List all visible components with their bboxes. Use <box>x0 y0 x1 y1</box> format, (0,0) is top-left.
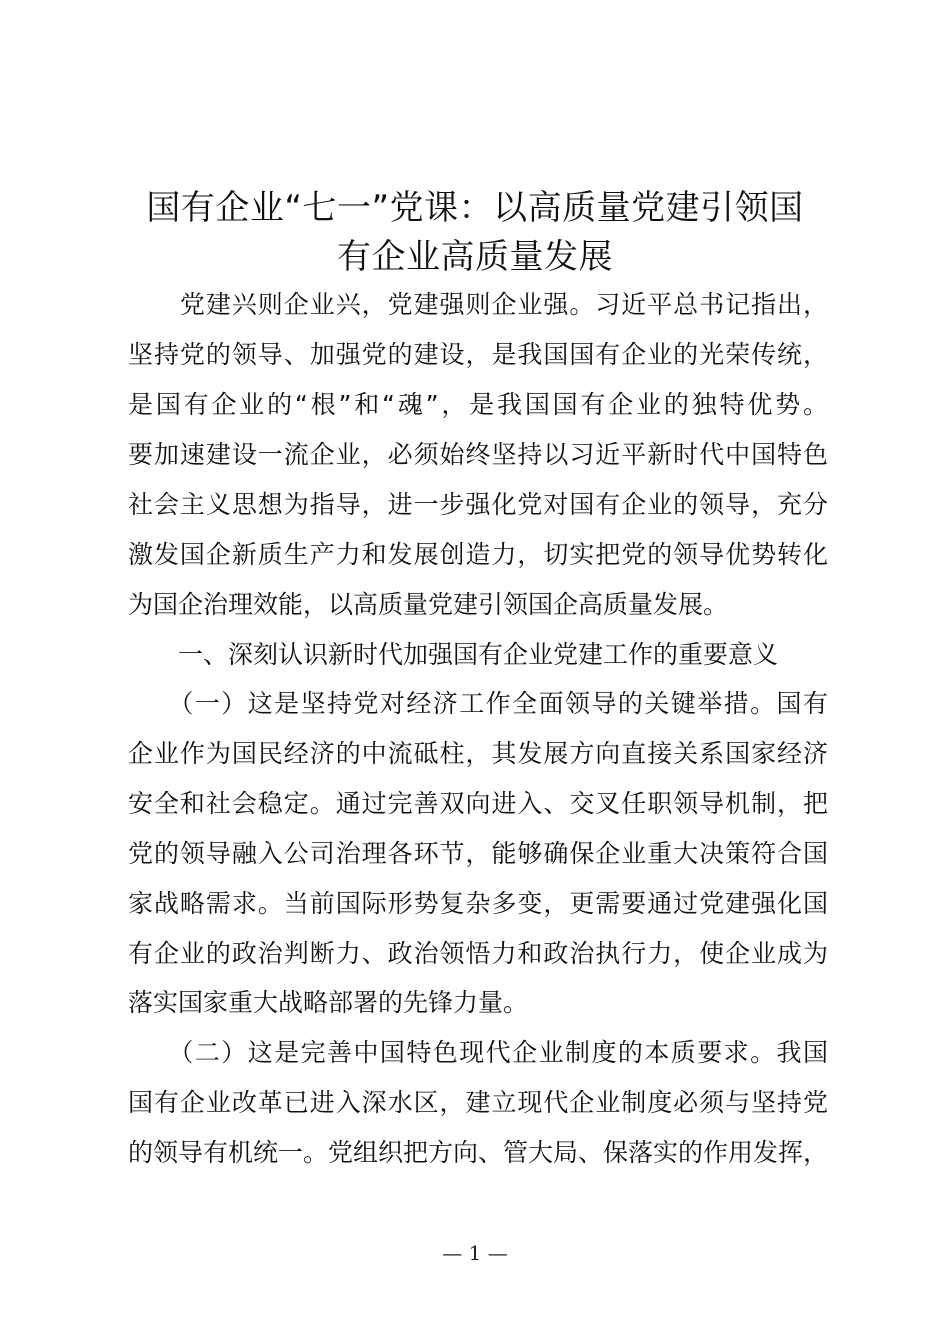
body-line: 安全和社会稳定。通过完善双向进入、交叉任职领导机制，把 <box>128 789 828 818</box>
body-line: 社会主义思想为指导，进一步强化党对国有企业的领导，充分 <box>128 490 828 519</box>
body-line: 为国企治理效能，以高质量党建引领国企高质量发展。 <box>128 590 729 619</box>
document-title-line-2: 有企业高质量发展 <box>337 237 613 277</box>
section-heading-1: 一、深刻认识新时代加强国有企业党建工作的重要意义 <box>128 640 779 669</box>
body-line: （一）这是坚持党对经济工作全面领导的关键举措。国有 <box>128 689 828 718</box>
body-line: 是国有企业的“根”和“魂”，是我国国有企业的独特优势。 <box>128 390 828 419</box>
body-line: 要加速建设一流企业，必须始终坚持以习近平新时代中国特色 <box>128 440 828 469</box>
document-title-line-1: 国有企业“七一”党课：以高质量党建引领国 <box>146 188 804 228</box>
body-line: 党的领导融入公司治理各环节，能够确保企业重大决策符合国 <box>128 839 828 868</box>
body-line: 党建兴则企业兴，党建强则企业强。习近平总书记指出， <box>128 290 828 319</box>
body-line: 国有企业改革已进入深水区，建立现代企业制度必须与坚持党 <box>128 1088 828 1117</box>
body-line: 家战略需求。当前国际形势复杂多变，更需要通过党建强化国 <box>128 889 828 918</box>
body-line: （二）这是完善中国特色现代企业制度的本质要求。我国 <box>128 1038 828 1067</box>
body-line: 的领导有机统一。党组织把方向、管大局、保落实的作用发挥， <box>128 1138 828 1167</box>
body-line: 坚持党的领导、加强党的建设，是我国国有企业的光荣传统， <box>128 340 828 369</box>
body-line: 激发国企新质生产力和发展创造力，切实把党的领导优势转化 <box>128 540 828 569</box>
body-line: 企业作为国民经济的中流砥柱，其发展方向直接关系国家经济 <box>128 739 828 768</box>
body-line: 落实国家重大战略部署的先锋力量。 <box>128 988 529 1017</box>
body-line: 有企业的政治判断力、政治领悟力和政治执行力，使企业成为 <box>128 939 828 968</box>
page-number: — 1 — <box>442 1241 508 1265</box>
